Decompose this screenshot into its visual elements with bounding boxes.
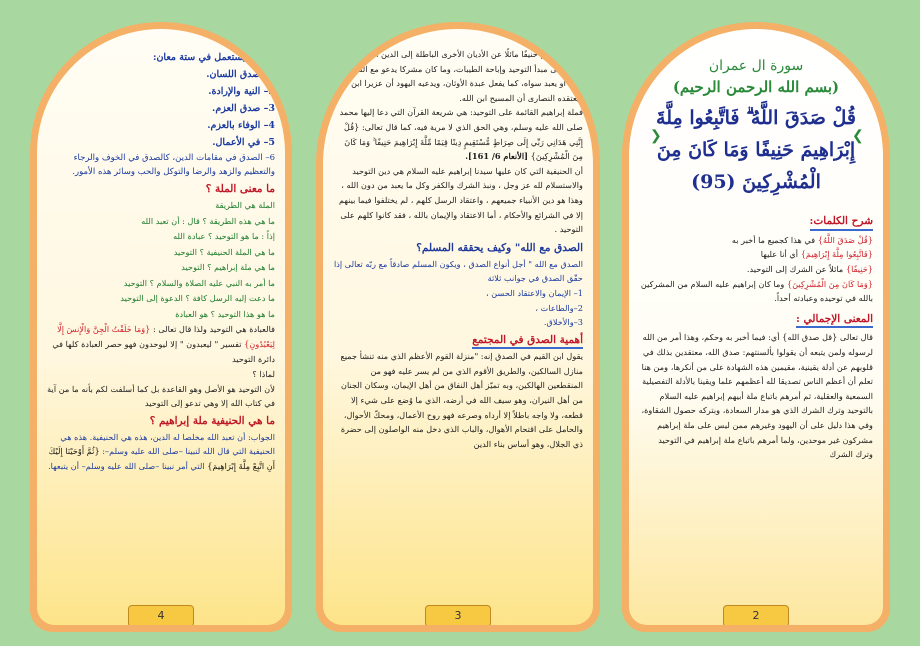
word-term: {حَنِيفًا} (845, 263, 873, 274)
answer-paragraph (47, 430, 275, 474)
heading-sidq-allah: الصدق مع الله" وكيف يحققه المسلم؟ (416, 241, 583, 254)
ornament-right-icon: ❮ (852, 128, 864, 144)
qa-line: الملة هي الطريقة (215, 200, 275, 210)
word-entry (639, 277, 873, 306)
page-number-4: 4 (128, 605, 194, 625)
page-4-inner (37, 29, 285, 625)
answer-text-a: الجواب: أن تعبد الله مخلصا له الدين، هذه هي الحنيفية. هذه هي الحنيفية التي قال الله لنبينا –صلى الله عليه وسلم–: (60, 431, 275, 457)
page-3-content (333, 47, 583, 451)
paragraph-ibn-qayyim: يقول ابن القيم في الصدق إنه: "منزلة القوم الأعظم الذي منه تنشأ جميع منازل السالكين، والطريق الأقوم الذي من لم يسر عليه فهو من المنقطعين الهالكين، وبه تميّز أهل النفاق من أهل الإيمان، وسكان الجنان من أهل النيران، وهو سيف الله في أرضه، الذي ما وُضع على شيء إلا قطعه، ولا واجه باطلاً إلا أرداه وصرعه فهو روح الأعمال، ومحكّ الأحوال، والحامل على اقتحام الأهوال، والباب الذي دخل منه الواصلون إلى حضرة ذي الجلال، وهو أساس بناء الدين (340, 351, 583, 449)
word-def: مائلاً عن الشرك إلى التوحيد. (746, 263, 844, 274)
meaning-item: 3– صدق العزم. (212, 103, 275, 114)
ayah-line-2: إِبْرَاهِيمَ حَنِيفًا وَمَا كَانَ مِنَ (656, 139, 856, 162)
answer-text-b: التي أمر نبينا –صلى الله عليه وسلم– أن يتبعها. (48, 460, 205, 471)
meaning-item: 2– النية والإرادة. (208, 86, 275, 97)
word-def: في هذا كجميع ما أخبر به (731, 234, 816, 245)
page-2-content (639, 59, 873, 462)
word-term: {قُلْ صَدَقَ اللَّهُ} (817, 234, 873, 245)
ibada-text-a: فالعبادة هي التوحيد ولذا قال تعالى : (153, 324, 275, 334)
heading-hanifiyya: ما هي الحنيفية ملة إبراهيم ؟ (149, 414, 275, 427)
because-paragraph: لأن التوحيد هو الأصل وهو القاعدة بل كما أسلفت لكم بأنه ما من آية في كتاب الله إلا وهي تدعو إلى التوحيد (47, 383, 275, 409)
word-entry (639, 233, 873, 248)
heading-word-explanation: شرح الكلمات: (810, 214, 873, 231)
qa-line: ما أمر به النبي عليه الصلاة والسلام ؟ التوحيد (123, 277, 275, 288)
ayah-block (639, 102, 873, 198)
meanings-intro: الصدق يستعمل في ستة معان: (152, 52, 275, 63)
ayah-line-3: الْمُشْرِكِينَ (95) (691, 171, 821, 194)
page-2-inner (629, 29, 883, 625)
page-4-panel (30, 22, 292, 632)
paragraph-milla (333, 105, 583, 163)
sidq-list-item: 2–والطاعات ، (535, 302, 583, 313)
qa-line: ما هو هذا التوحيد ؟ هو العبادة (175, 308, 275, 319)
sidq-list-item: 3–والأخلاق. (543, 317, 583, 328)
ornament-left-icon: ❯ (650, 128, 662, 144)
sidq-list-item: 1– الإيمان والاعتقاد الحسن ، (486, 287, 583, 298)
ibada-quote: {وَمَا خَلَقْتُ الْجِنَّ وَالْإِنسَ إِلَّا لِيَعْبُدُونِ} (57, 324, 275, 349)
ayah-line-1: قُلْ صَدَقَ اللَّهُ ۗ فَاتَّبِعُوا مِلَّةَ (656, 107, 856, 130)
heading-general-meaning: المعنى الإجمالي : (796, 312, 873, 329)
ibada-paragraph (47, 322, 275, 367)
ibada-text-b: تفسير " ليعبدون " إلا ليوحدون فهو حصر العبادة كلها في دائرة التوحيد (52, 339, 275, 364)
milla-ref: [الأنعام 6/ 161]. (465, 151, 529, 162)
answer-quote: {ثُمَّ أَوْحَيْنَا إِلَيْكَ أَنِ اتَّبِعْ مِلَّةَ إِبْرَاهِيمَ} (48, 446, 275, 471)
meaning-item: 1– صدق اللسان. (206, 69, 275, 80)
qa-line: ما دعت إليه الرسل كافة ؟ الدعوة إلى التوحيد (120, 293, 275, 303)
meaning-item: 4– الوفاء بالعزم. (207, 120, 275, 131)
paragraph-hanif: وكان إبراهيم حنيفًا مائلًا عن الأديان الأخرى الباطلة إلى الدين الحق الذي يقوم على مبدأ التوحيد وإباحة الطيبات، وما كان مشركا يدعو مع الله إلها آخر، أو يعبد سواه، كما يفعل عبدة الأوثان، ويدعيه اليهود أن عزيرا ابن الله، ويعتقده النصارى أن المسيح ابن الله. (333, 49, 583, 103)
paragraph-meaning: قال تعالى {قل صدق الله} أي: فيما أخبر به وحكم، وهذا أمر من الله لرسوله ولمن يتبعه أن يقولوا بألسنتهم: صدق الله، معتقدين بذلك في قلوبهم عن أدلة يقينية، مقيمين هذه الشهادة على من أنكرها، ومن هنا تعلم أن أعظم الناس تصديقا لله أعظمهم علما ويقينا بالأدلة التفصيلية السمعية والعقلية، ثم أمرهم باتباع ملة أبيهم إبراهيم عليه السلام بالتوحيد وترك الشرك الذي هو مدار السعادة، وبتركه حصول الشقاوة، وفي هذا دليل على أن اليهود وغيرهم ممن ليس على ملة إبراهيم مشركون غير موحدين، ولما أمرهم باتباع ملة إبراهيم في التوحيد وترك الشرك (641, 332, 873, 460)
milla-text: فملة إبراهيم القائمة على التوحيد: هي شريعة القرآن التي دعا إليها محمد صلى الله عليه وسلم، وهي الحق الذي لا مرية فيه، كما قال تعالى: (339, 107, 583, 132)
word-entry (639, 247, 873, 262)
page-3-inner (323, 29, 593, 625)
paragraph-sidq: الصدق مع الله " أجل أنواع الصدق ، ويكون المسلم صادقاً مع ربّه تعالى إذا حقّق الصدق في جوانب ثلاثة (333, 258, 583, 284)
page-4-content (47, 49, 275, 474)
page-number-2: 2 (723, 605, 789, 625)
page-3-panel (316, 22, 600, 632)
qa-line: ما هي هذه الطريقة ؟ قال : أن تعبد الله (141, 215, 275, 226)
why-question: لماذا ؟ (252, 369, 275, 379)
heading-milla: ما معنى الملة ؟ (205, 183, 275, 195)
qa-line: ما هي الملة الحنيفية ؟ التوحيد (173, 246, 275, 257)
milla-quote: {قُلْ إِنَّنِي هَدَانِي رَبِّي إِلَى صِرَاطٍ مُّسْتَقِيمٍ دِينًا قِيَمًا مِّلَّةَ إِبْرَاهِيمَ حَنِيفًا ۚ وَمَا كَانَ مِنَ الْمُشْرِكِينَ} (344, 121, 583, 162)
meaning-item: 6– الصدق في مقامات الدين، كالصدق في الخوف والرجاء والتعظيم والزهد والرضا والتوكل والحب وسائر هذه الأمور. (72, 153, 275, 177)
page-2-panel (622, 22, 890, 632)
qa-line: ما هي ملة إبراهيم ؟ التوحيد (181, 262, 275, 272)
word-def: وما كان إبراهيم عليه السلام من المشركين بالله في توحيده وعبادته أحداً. (640, 278, 873, 304)
heading-importance: أهمية الصدق في المجتمع (472, 333, 583, 350)
basmala: (بسم الله الرحمن الرحيم) (672, 77, 840, 96)
sura-title: سورة ال عمران (708, 58, 804, 74)
word-entry (639, 262, 873, 277)
page-number-3: 3 (425, 605, 491, 625)
meaning-item: 5– في الأعمال. (212, 137, 275, 148)
word-def: أي أنا عليها (760, 249, 799, 260)
paragraph-tawhid: أن الحنيفية التي كان عليها سيدنا إبراهيم عليه السلام هي دين التوحيد والاستسلام لله عز وجل ، ونبذ الشرك والكفر وكل ما يعبد من دون الله ، وهذا هو دين الأنبياء جميعهم ، واعتقاد الرسل كلهم ، لم يختلفوا فيما بينهم إلا في الشرائع والأحكام ، أما الاعتقاد والإيمان بالله ، فقد كانوا كلهم على التوحيد . (338, 165, 583, 235)
word-term: {فَاتَّبِعُوا مِلَّةَ إِبْرَاهِيمَ} (800, 249, 873, 260)
word-term: {وَمَا كَانَ مِنَ الْمُشْرِكِينَ} (786, 278, 873, 289)
qa-line: إذاً : ما هو التوحيد ؟ عبادة الله (173, 231, 275, 241)
